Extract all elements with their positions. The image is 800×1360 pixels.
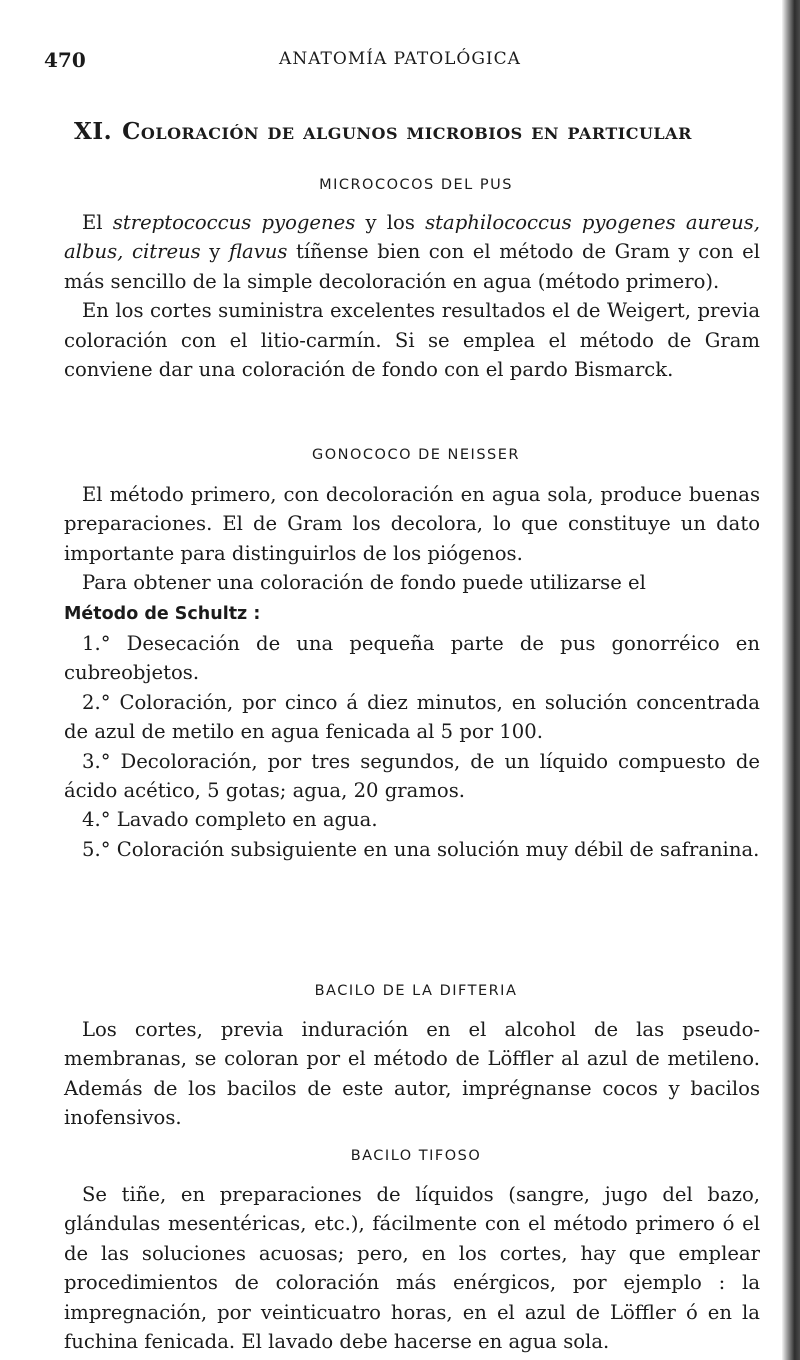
method-label-text: Método de Schultz : (64, 603, 261, 624)
section-heading-tifoso: BACILO TIFOSO (350, 1148, 482, 1164)
step-item: 1.° Desecación de una pequeña parte de pus gonorréico en cubreobjetos. (64, 632, 760, 685)
page-header (44, 48, 744, 74)
section-body-micrococos (64, 208, 760, 384)
species-name: staphilococcus pyogenes aureus, albus, citreus (64, 211, 761, 264)
section-body-tifoso (64, 1180, 760, 1356)
text-run: y los (355, 211, 426, 234)
section-heading-micrococos: MICROCOCOS DEL PUS (319, 177, 513, 193)
species-name: streptococcus pyogenes (112, 211, 356, 234)
paragraph: Los cortes, previa induración en el alcohol de las pseudo-membranas, se coloran por el método de Löffler al azul de metileno. Además de los bacilos de este autor, imprégnanse cocos y bacilos inofensivos. (64, 1018, 760, 1130)
paragraph: El método primero, con decoloración en agua sola, produce buenas preparaciones. El de Gram los decolora, lo que constituye un dato importante para distinguirlos de los piógenos. (64, 483, 760, 565)
paragraph: En los cortes suministra excelentes resultados el de Weigert, previa coloración con el litio-carmín. Si se emplea el método de Gram conviene dar una coloración de fondo con el pardo Bismarck. (64, 299, 760, 382)
method-label (64, 598, 760, 629)
paragraph: Para obtener una coloración de fondo puede utilizarse el (82, 571, 646, 595)
chapter-title-text: Coloración de algunos microbios en particular (122, 118, 692, 145)
text-run: tíñense bien con el método de Gram y con el más sencillo de la simple decoloración en agua (método primero). (64, 240, 760, 293)
page-edge-shadow (782, 0, 800, 1360)
step-item: 2.° Coloración, por cinco á diez minutos, en solución concentrada de azul de metilo en agua fenicada al 5 por 100. (64, 690, 760, 744)
section-heading-difteria: BACILO DE LA DIFTERIA (314, 983, 518, 999)
species-name: flavus (228, 240, 288, 264)
paragraph (64, 208, 760, 296)
running-head: ANATOMÍA PATOLÓGICA (279, 49, 521, 69)
text-run: El (82, 211, 113, 234)
chapter-title (74, 118, 774, 145)
step-item: 5.° Coloración subsiguiente en una solución muy débil de safranina. (82, 837, 760, 861)
step-item: 3.° Decoloración, por tres segundos, de un líquido compuesto de ácido acético, 5 gotas; agua, 20 gramos. (64, 749, 760, 803)
chapter-number: XI. (74, 118, 113, 145)
section-body-difteria (64, 1015, 760, 1133)
page-number: 470 (44, 48, 86, 72)
section-body-gonococo (64, 480, 760, 864)
text-run: y (200, 240, 229, 264)
paragraph: Se tiñe, en preparaciones de líquidos (sangre, jugo del bazo, glándulas mesentéricas, etc.), fácilmente con el método primero ó el de las soluciones acuosas; pero, en los cortes, hay que emplear procedimientos de coloración más enérgicos, por ejemplo : la impregnación, por veinticuatro horas, en el azul de Löffler ó en la fuchina fenicada. El lavado debe hacerse en agua sola. (64, 1183, 760, 1354)
section-heading-gonococo: GONOCOCO DE NEISSER (312, 447, 520, 463)
step-item: 4.° Lavado completo en agua. (82, 808, 378, 832)
